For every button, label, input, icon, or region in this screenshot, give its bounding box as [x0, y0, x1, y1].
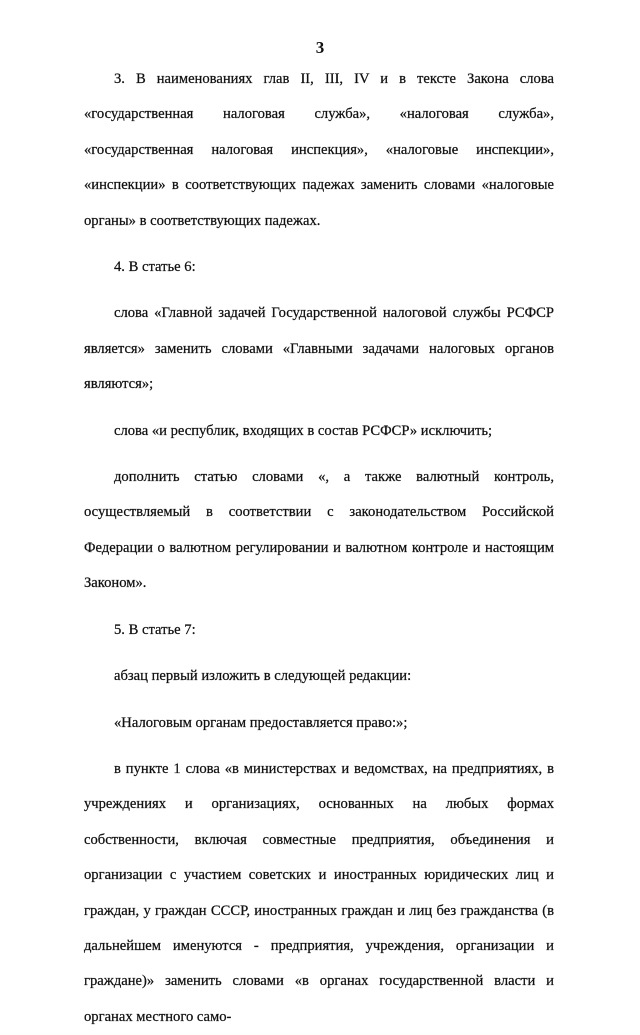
- paragraph-article-7-point-1: в пункте 1 слова «в министерствах и ведомствах, на предприятиях, в учреждениях и организациях, основанных на любых формах собственности, включая совместные предприятия, объединения и организации с участием советских и иностранных юридических лиц и граждан, у граждан СССР, иностранных граждан и лиц без гражданства (в дальнейшем именуются - предприятия, учреждения, организации и граждане)» заменить словами «в органах государственной власти и органах местного само-: [84, 760, 554, 1025]
- paragraph-article-6-heading: 4. В статье 6:: [114, 259, 196, 276]
- paragraph-chapter-titles: 3. В наименованиях глав II, III, IV и в тексте Закона слова «государственная налоговая служба», «налоговая служба», «государственная налоговая инспекция», «налоговые инспекции», «инспекции» в соответствующих падежах заменить словами «налоговые органы» в соответствующих падежах.: [84, 71, 554, 229]
- paragraph-article-6-main-task: слова «Главной задачей Государственной налоговой службы РСФСР является» заменить словами «Главными задачами налоговых органов являются»;: [84, 305, 554, 393]
- paragraph-article-6-currency-control: дополнить статью словами «, а также валютный контроль, осуществляемый в соответствии с законодательством Российской Федерации о валютном регулировании и валютном контроле и настоящим Законом».: [84, 469, 554, 592]
- document-body: [84, 62, 554, 1035]
- paragraph-article-7-heading: 5. В статье 7:: [114, 621, 196, 638]
- paragraph-article-7-new-text: «Налоговым органам предоставляется право:»;: [114, 714, 408, 731]
- page-number: 3: [315, 38, 325, 57]
- paragraph-article-6-republics: слова «и республик, входящих в состав РСФСР» исключить;: [114, 422, 493, 439]
- paragraph-article-7-first-clause: абзац первый изложить в следующей редакции:: [114, 668, 412, 685]
